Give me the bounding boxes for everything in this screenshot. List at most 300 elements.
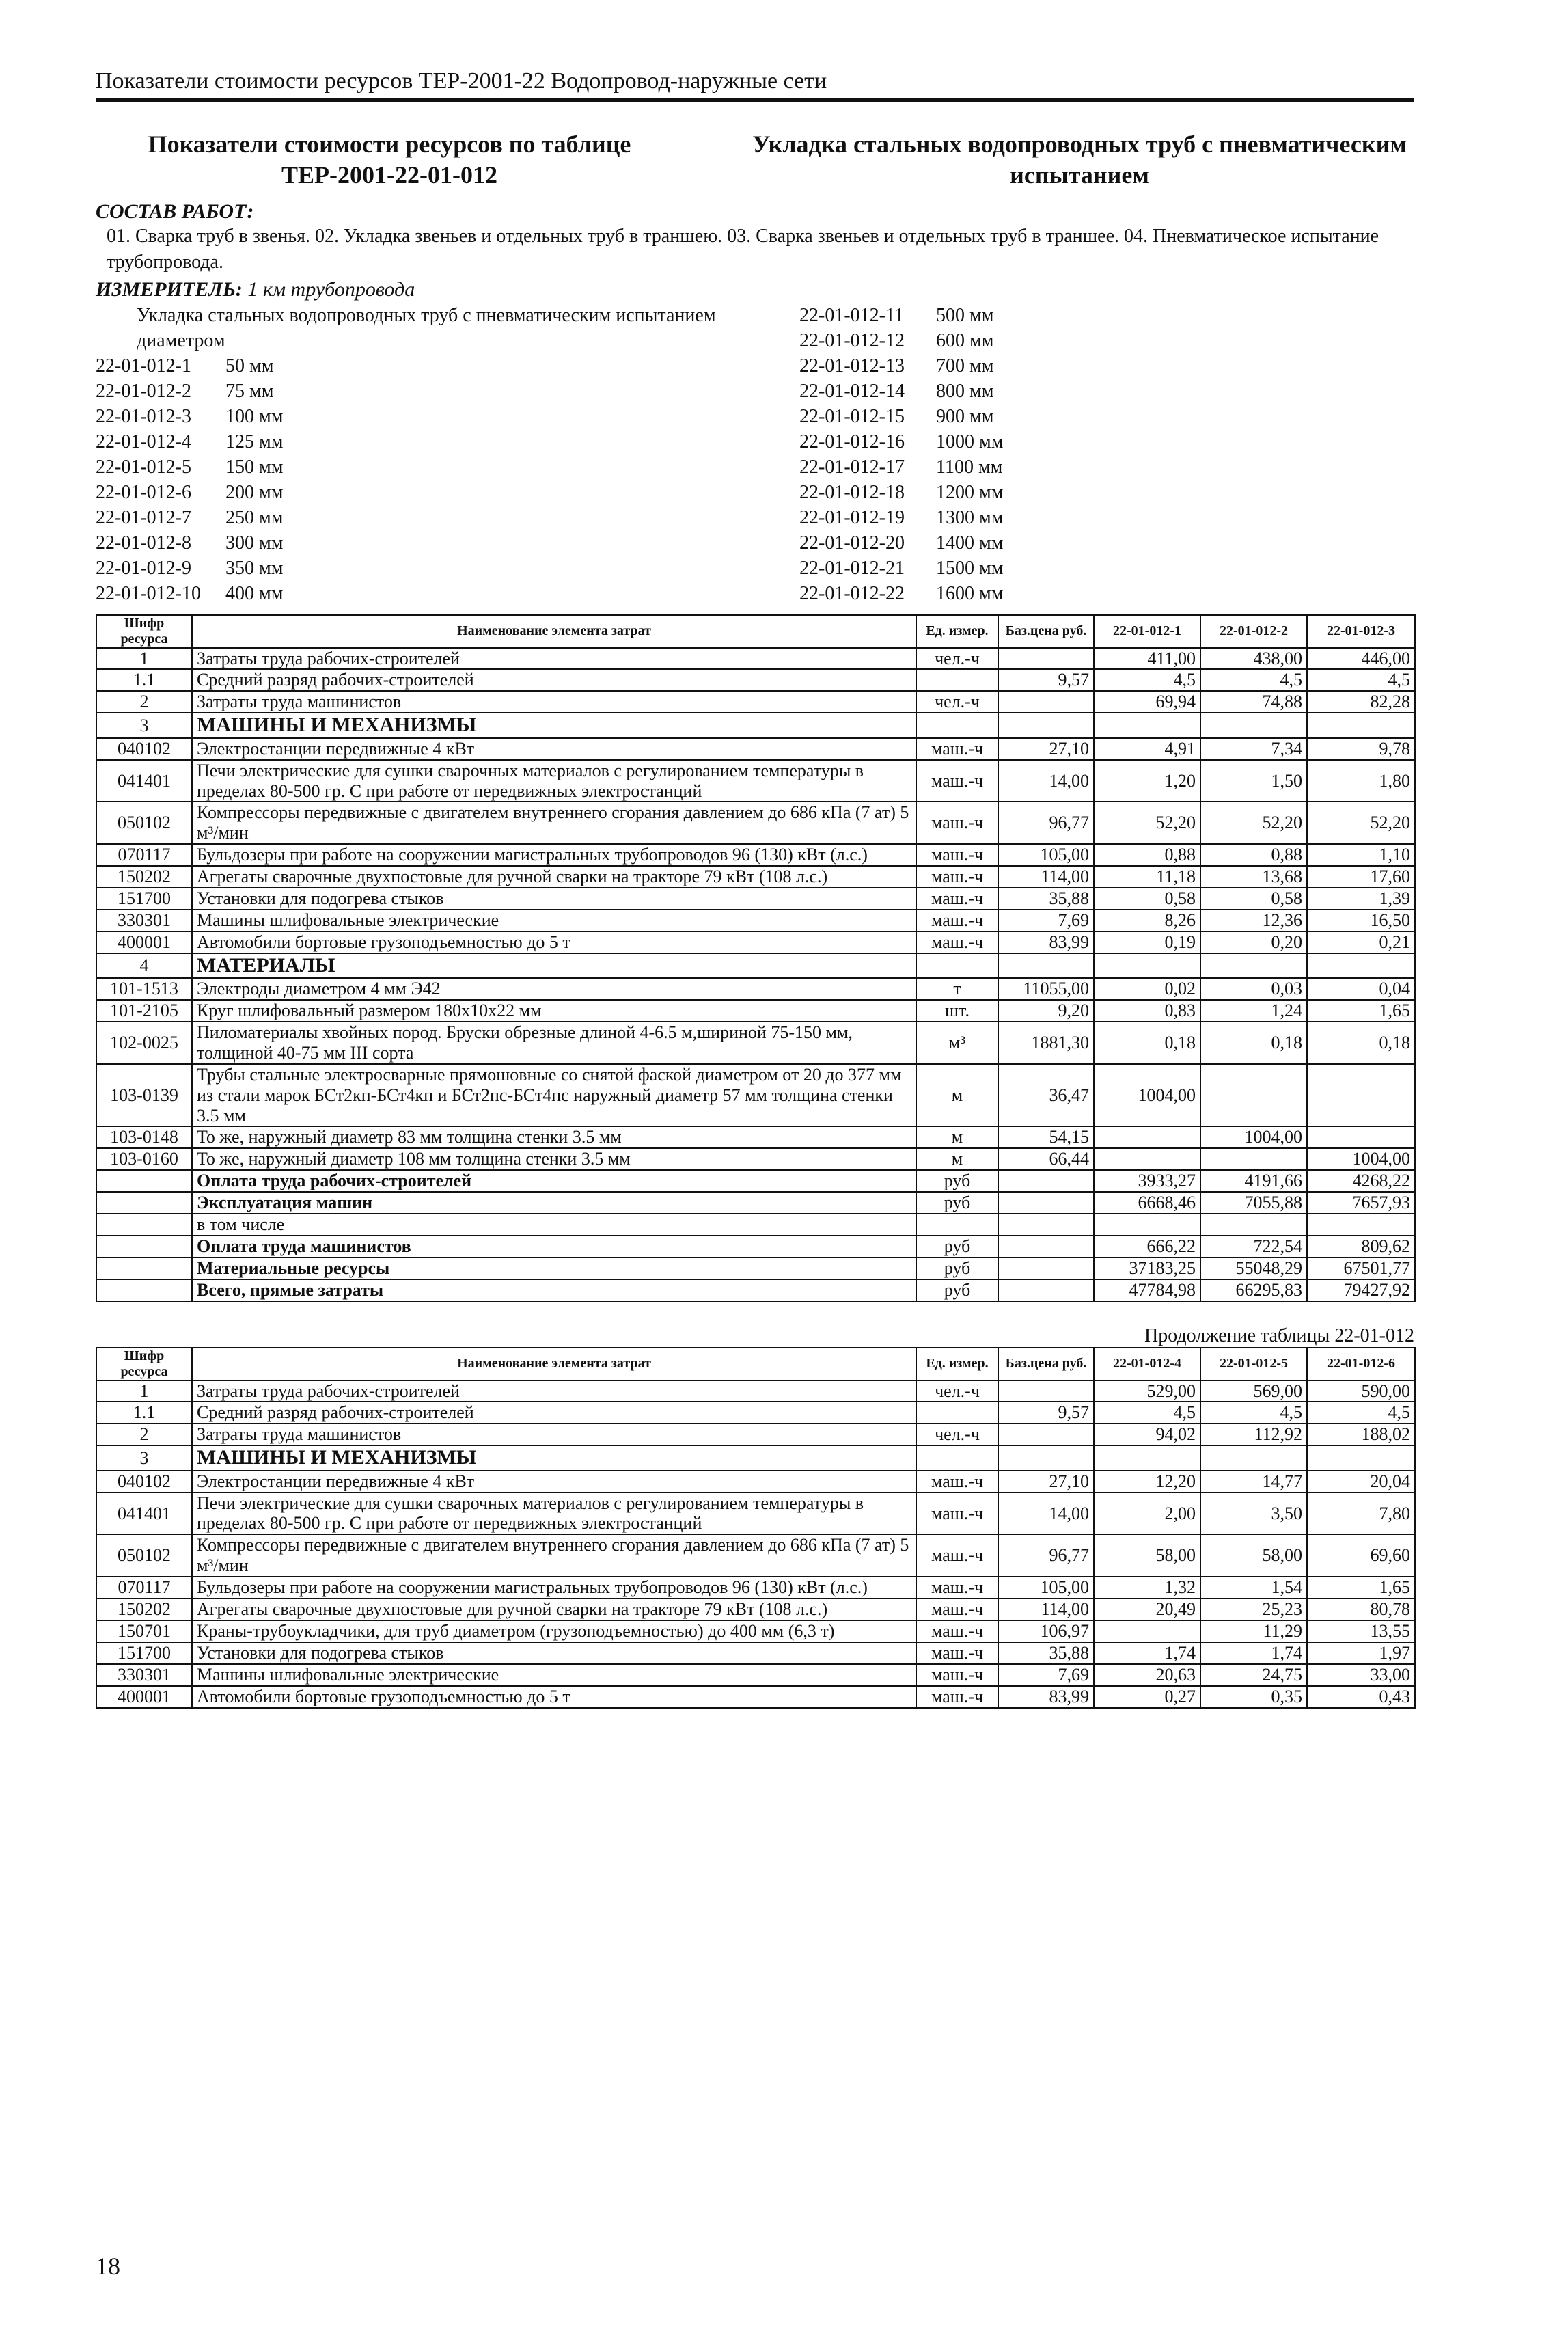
value-cell: 47784,98 bbox=[1094, 1279, 1200, 1301]
cost-element-cell: в том числе bbox=[192, 1214, 916, 1236]
code-item-code: 22-01-012-5 bbox=[96, 456, 191, 478]
meter-label: ИЗМЕРИТЕЛЬ: bbox=[96, 277, 243, 301]
base-price-cell: 9,57 bbox=[998, 1402, 1094, 1424]
value-cell: 0,02 bbox=[1094, 978, 1200, 1000]
table-row bbox=[96, 1064, 1415, 1127]
code-item-code: 22-01-012-18 bbox=[799, 481, 905, 503]
title-right: Укладка стальных водопроводных труб с пневматическим испытанием bbox=[752, 131, 1407, 189]
unit-cell: маш.-ч bbox=[916, 1598, 998, 1620]
value-cell: 188,02 bbox=[1307, 1424, 1415, 1445]
value-cell: 79427,92 bbox=[1307, 1279, 1415, 1301]
table-row bbox=[96, 738, 1415, 760]
value-cell: 58,00 bbox=[1200, 1534, 1307, 1577]
table-row bbox=[96, 1424, 1415, 1445]
code-item-diameter: 400 мм bbox=[225, 582, 284, 604]
resource-code-cell: 050102 bbox=[96, 802, 192, 844]
unit-cell: т bbox=[916, 978, 998, 1000]
unit-cell: маш.-ч bbox=[916, 844, 998, 866]
value-cell: 6668,46 bbox=[1094, 1192, 1200, 1214]
base-price-cell bbox=[998, 1214, 1094, 1236]
cost-element-cell: Затраты труда машинистов bbox=[192, 691, 916, 713]
unit-cell: маш.-ч bbox=[916, 1534, 998, 1577]
unit-cell bbox=[916, 1402, 998, 1424]
base-price-cell: 83,99 bbox=[998, 931, 1094, 953]
base-price-cell: 106,97 bbox=[998, 1620, 1094, 1642]
base-price-cell: 9,20 bbox=[998, 1000, 1094, 1022]
code-item bbox=[799, 379, 1073, 404]
column-header: Баз.цена руб. bbox=[998, 1348, 1094, 1380]
code-item bbox=[799, 581, 1073, 606]
value-cell: 8,26 bbox=[1094, 910, 1200, 931]
code-item-code: 22-01-012-14 bbox=[799, 380, 905, 402]
code-item-code: 22-01-012-4 bbox=[96, 431, 191, 452]
value-cell bbox=[1094, 1126, 1200, 1148]
column-header: 22-01-012-6 bbox=[1307, 1348, 1415, 1380]
value-cell bbox=[1200, 1064, 1307, 1127]
value-cell: 7,34 bbox=[1200, 738, 1307, 760]
code-item-diameter: 125 мм bbox=[225, 431, 284, 452]
table-row bbox=[96, 1445, 1415, 1471]
cost-element-cell: Электроды диаметром 4 мм Э42 bbox=[192, 978, 916, 1000]
resource-code-cell: 330301 bbox=[96, 1664, 192, 1686]
value-cell: 4,5 bbox=[1094, 1402, 1200, 1424]
table-row bbox=[96, 1192, 1415, 1214]
unit-cell: маш.-ч bbox=[916, 1686, 998, 1708]
value-cell: 0,19 bbox=[1094, 931, 1200, 953]
resource-code-cell: 400001 bbox=[96, 931, 192, 953]
code-item bbox=[799, 353, 1073, 379]
code-item-diameter: 200 мм bbox=[225, 481, 284, 503]
code-item bbox=[799, 556, 1073, 581]
base-price-cell: 9,57 bbox=[998, 669, 1094, 691]
column-header: Шифр ресурса bbox=[96, 615, 192, 648]
value-cell: 7657,93 bbox=[1307, 1192, 1415, 1214]
table-row bbox=[96, 1000, 1415, 1022]
resource-code-cell: 150701 bbox=[96, 1620, 192, 1642]
cost-element-cell: Затраты труда рабочих-строителей bbox=[192, 1380, 916, 1402]
code-item-diameter: 50 мм bbox=[225, 355, 274, 377]
resource-code-cell bbox=[96, 1279, 192, 1301]
value-cell: 1,54 bbox=[1200, 1577, 1307, 1598]
base-price-cell: 96,77 bbox=[998, 802, 1094, 844]
title-left: Показатели стоимости ресурсов по таблице ТЕР-2001-22-01-012 bbox=[148, 131, 631, 189]
cost-element-cell: Электростанции передвижные 4 кВт bbox=[192, 1471, 916, 1493]
column-header: 22-01-012-3 bbox=[1307, 615, 1415, 648]
code-item-diameter: 250 мм bbox=[225, 506, 284, 528]
base-price-cell: 66,44 bbox=[998, 1148, 1094, 1170]
unit-cell: руб bbox=[916, 1257, 998, 1279]
running-head: Показатели стоимости ресурсов ТЕР-2001-22 Водопровод-наружные сети bbox=[96, 68, 1414, 102]
table-row bbox=[96, 1022, 1415, 1064]
code-item-diameter: 75 мм bbox=[225, 380, 274, 402]
value-cell: 52,20 bbox=[1307, 802, 1415, 844]
table-row bbox=[96, 1642, 1415, 1664]
code-item-code: 22-01-012-9 bbox=[96, 557, 191, 579]
unit-cell: м bbox=[916, 1126, 998, 1148]
code-item-code: 22-01-012-11 bbox=[799, 304, 904, 326]
table-row bbox=[96, 1598, 1415, 1620]
title-block bbox=[96, 129, 1414, 191]
value-cell: 809,62 bbox=[1307, 1236, 1415, 1257]
code-list-right bbox=[799, 303, 1073, 606]
code-item bbox=[799, 480, 1073, 505]
cost-element-cell: То же, наружный диаметр 108 мм толщина стенки 3.5 мм bbox=[192, 1148, 916, 1170]
cost-element-cell: Оплата труда машинистов bbox=[192, 1236, 916, 1257]
resource-code-cell: 070117 bbox=[96, 1577, 192, 1598]
code-item-code: 22-01-012-8 bbox=[96, 532, 191, 554]
column-header: 22-01-012-5 bbox=[1200, 1348, 1307, 1380]
code-item-code: 22-01-012-6 bbox=[96, 481, 191, 503]
value-cell bbox=[1200, 1214, 1307, 1236]
resource-code-cell: 050102 bbox=[96, 1534, 192, 1577]
resource-code-cell: 400001 bbox=[96, 1686, 192, 1708]
cost-table-2 bbox=[96, 1347, 1416, 1709]
meter-line bbox=[96, 278, 1414, 301]
unit-cell: м³ bbox=[916, 1022, 998, 1064]
value-cell: 94,02 bbox=[1094, 1424, 1200, 1445]
base-price-cell: 54,15 bbox=[998, 1126, 1094, 1148]
table-row bbox=[96, 1577, 1415, 1598]
value-cell: 1004,00 bbox=[1094, 1064, 1200, 1127]
resource-code-cell bbox=[96, 1214, 192, 1236]
value-cell: 9,78 bbox=[1307, 738, 1415, 760]
value-cell: 80,78 bbox=[1307, 1598, 1415, 1620]
value-cell: 25,23 bbox=[1200, 1598, 1307, 1620]
resource-code-cell: 150202 bbox=[96, 866, 192, 888]
value-cell: 20,49 bbox=[1094, 1598, 1200, 1620]
code-item bbox=[799, 303, 1073, 328]
cost-element-cell: Автомобили бортовые грузоподъемностью до 5 т bbox=[192, 1686, 916, 1708]
resource-code-cell: 150202 bbox=[96, 1598, 192, 1620]
resource-code-cell: 101-1513 bbox=[96, 978, 192, 1000]
cost-element-cell: Материальные ресурсы bbox=[192, 1257, 916, 1279]
unit-cell: руб bbox=[916, 1279, 998, 1301]
value-cell: 4,5 bbox=[1200, 669, 1307, 691]
table-row bbox=[96, 1214, 1415, 1236]
cost-element-cell: Затраты труда рабочих-строителей bbox=[192, 648, 916, 670]
unit-cell: руб bbox=[916, 1236, 998, 1257]
code-item-diameter: 300 мм bbox=[225, 532, 284, 554]
code-item bbox=[799, 429, 1073, 454]
value-cell bbox=[1200, 953, 1307, 979]
base-price-cell: 35,88 bbox=[998, 888, 1094, 910]
table-row bbox=[96, 802, 1415, 844]
unit-cell: руб bbox=[916, 1192, 998, 1214]
value-cell: 0,18 bbox=[1307, 1022, 1415, 1064]
code-item-code: 22-01-012-10 bbox=[96, 582, 201, 604]
cost-element-cell: Печи электрические для сушки сварочных материалов с регулированием температуры в пределах 80-500 гр. С при работе от передвижных электростанций bbox=[192, 1493, 916, 1535]
unit-cell: маш.-ч bbox=[916, 760, 998, 802]
table-row bbox=[96, 844, 1415, 866]
code-item-code: 22-01-012-21 bbox=[799, 557, 905, 579]
code-item-diameter: 500 мм bbox=[936, 304, 994, 326]
table-row bbox=[96, 978, 1415, 1000]
code-item bbox=[96, 505, 799, 530]
value-cell: 666,22 bbox=[1094, 1236, 1200, 1257]
unit-cell: маш.-ч bbox=[916, 910, 998, 931]
table-row bbox=[96, 648, 1415, 670]
code-item bbox=[96, 454, 799, 480]
base-price-cell: 83,99 bbox=[998, 1686, 1094, 1708]
cost-element-cell: Агрегаты сварочные двухпостовые для ручной сварки на тракторе 79 кВт (108 л.с.) bbox=[192, 866, 916, 888]
value-cell: 1,10 bbox=[1307, 844, 1415, 866]
unit-cell: чел.-ч bbox=[916, 691, 998, 713]
code-list-intro: Укладка стальных водопроводных труб с пневматическим испытанием диаметром bbox=[137, 304, 716, 351]
cost-element-cell: Средний разряд рабочих-строителей bbox=[192, 669, 916, 691]
cost-element-cell: Затраты труда машинистов bbox=[192, 1424, 916, 1445]
value-cell bbox=[1200, 1148, 1307, 1170]
cost-element-cell: Трубы стальные электросварные прямошовные со снятой фаской диаметром от 20 до 377 мм из стали марок БСт2кп-БСт4кп и БСт2пс-БСт4пс наружный диаметр 57 мм толщина стенки 3.5 мм bbox=[192, 1064, 916, 1127]
unit-cell: маш.-ч bbox=[916, 802, 998, 844]
resource-code-cell: 4 bbox=[96, 953, 192, 979]
resource-code-cell: 3 bbox=[96, 1445, 192, 1471]
unit-cell bbox=[916, 953, 998, 979]
base-price-cell bbox=[998, 648, 1094, 670]
cost-element-cell: Машины шлифовальные электрические bbox=[192, 910, 916, 931]
value-cell: 2,00 bbox=[1094, 1493, 1200, 1535]
table-row bbox=[96, 1471, 1415, 1493]
table-row bbox=[96, 1126, 1415, 1148]
code-item-code: 22-01-012-1 bbox=[96, 355, 191, 377]
base-price-cell: 114,00 bbox=[998, 1598, 1094, 1620]
unit-cell: маш.-ч bbox=[916, 1664, 998, 1686]
unit-cell: чел.-ч bbox=[916, 648, 998, 670]
cost-element-cell: Электростанции передвижные 4 кВт bbox=[192, 738, 916, 760]
value-cell: 17,60 bbox=[1307, 866, 1415, 888]
works-label: СОСТАВ РАБОТ: bbox=[96, 200, 254, 223]
value-cell: 13,55 bbox=[1307, 1620, 1415, 1642]
base-price-cell bbox=[998, 1257, 1094, 1279]
unit-cell bbox=[916, 713, 998, 738]
value-cell: 37183,25 bbox=[1094, 1257, 1200, 1279]
table-row bbox=[96, 1493, 1415, 1535]
value-cell: 1,39 bbox=[1307, 888, 1415, 910]
base-price-cell: 14,00 bbox=[998, 760, 1094, 802]
base-price-cell: 96,77 bbox=[998, 1534, 1094, 1577]
value-cell: 0,20 bbox=[1200, 931, 1307, 953]
code-item-diameter: 1600 мм bbox=[936, 582, 1004, 604]
code-item-diameter: 1200 мм bbox=[936, 481, 1004, 503]
code-item bbox=[799, 404, 1073, 429]
cost-element-cell: Пиломатериалы хвойных пород. Бруски обрезные длиной 4-6.5 м,шириной 75-150 мм, толщиной 40-75 мм III сорта bbox=[192, 1022, 916, 1064]
cost-element-cell: Машины шлифовальные электрические bbox=[192, 1664, 916, 1686]
code-item-diameter: 800 мм bbox=[936, 380, 994, 402]
value-cell bbox=[1307, 953, 1415, 979]
cost-element-cell: Эксплуатация машин bbox=[192, 1192, 916, 1214]
value-cell: 7,80 bbox=[1307, 1493, 1415, 1535]
value-cell: 0,58 bbox=[1094, 888, 1200, 910]
resource-code-cell: 151700 bbox=[96, 1642, 192, 1664]
cost-element-cell: Всего, прямые затраты bbox=[192, 1279, 916, 1301]
code-item-diameter: 1000 мм bbox=[936, 431, 1004, 452]
value-cell: 1,97 bbox=[1307, 1642, 1415, 1664]
code-item-diameter: 700 мм bbox=[936, 355, 994, 377]
resource-code-cell: 3 bbox=[96, 713, 192, 738]
table-row bbox=[96, 1279, 1415, 1301]
base-price-cell bbox=[998, 713, 1094, 738]
value-cell: 1,65 bbox=[1307, 1000, 1415, 1022]
value-cell: 1,74 bbox=[1200, 1642, 1307, 1664]
unit-cell bbox=[916, 669, 998, 691]
code-item-code: 22-01-012-16 bbox=[799, 431, 905, 452]
value-cell: 12,36 bbox=[1200, 910, 1307, 931]
table-row bbox=[96, 888, 1415, 910]
table-row bbox=[96, 1236, 1415, 1257]
base-price-cell: 1881,30 bbox=[998, 1022, 1094, 1064]
value-cell: 1,65 bbox=[1307, 1577, 1415, 1598]
unit-cell: маш.-ч bbox=[916, 1620, 998, 1642]
resource-code-cell: 2 bbox=[96, 1424, 192, 1445]
resource-code-cell: 102-0025 bbox=[96, 1022, 192, 1064]
cost-table-1 bbox=[96, 614, 1416, 1302]
code-item-diameter: 1100 мм bbox=[936, 456, 1003, 478]
cost-element-cell: МАШИНЫ И МЕХАНИЗМЫ bbox=[192, 713, 916, 738]
value-cell: 11,29 bbox=[1200, 1620, 1307, 1642]
resource-code-cell: 330301 bbox=[96, 910, 192, 931]
value-cell: 411,00 bbox=[1094, 648, 1200, 670]
value-cell: 0,18 bbox=[1200, 1022, 1307, 1064]
value-cell: 0,83 bbox=[1094, 1000, 1200, 1022]
unit-cell: маш.-ч bbox=[916, 1642, 998, 1664]
value-cell: 4,5 bbox=[1307, 669, 1415, 691]
cost-element-cell: Компрессоры передвижные с двигателем внутреннего сгорания давлением до 686 кПа (7 ат) 5 м³/мин bbox=[192, 802, 916, 844]
code-item bbox=[799, 505, 1073, 530]
unit-cell: чел.-ч bbox=[916, 1380, 998, 1402]
table-row bbox=[96, 931, 1415, 953]
resource-code-cell: 2 bbox=[96, 691, 192, 713]
unit-cell: маш.-ч bbox=[916, 1493, 998, 1535]
value-cell: 446,00 bbox=[1307, 648, 1415, 670]
base-price-cell: 7,69 bbox=[998, 910, 1094, 931]
base-price-cell: 105,00 bbox=[998, 844, 1094, 866]
table-row bbox=[96, 1402, 1415, 1424]
value-cell: 7055,88 bbox=[1200, 1192, 1307, 1214]
value-cell: 3933,27 bbox=[1094, 1170, 1200, 1192]
cost-element-cell: Агрегаты сварочные двухпостовые для ручной сварки на тракторе 79 кВт (108 л.с.) bbox=[192, 1598, 916, 1620]
value-cell: 112,92 bbox=[1200, 1424, 1307, 1445]
value-cell: 0,58 bbox=[1200, 888, 1307, 910]
resource-code-cell: 103-0148 bbox=[96, 1126, 192, 1148]
value-cell: 12,20 bbox=[1094, 1471, 1200, 1493]
base-price-cell bbox=[998, 1445, 1094, 1471]
code-list bbox=[96, 303, 1414, 606]
unit-cell: маш.-ч bbox=[916, 1471, 998, 1493]
code-item bbox=[96, 530, 799, 556]
resource-code-cell: 070117 bbox=[96, 844, 192, 866]
value-cell: 0,04 bbox=[1307, 978, 1415, 1000]
column-header: 22-01-012-4 bbox=[1094, 1348, 1200, 1380]
base-price-cell: 7,69 bbox=[998, 1664, 1094, 1686]
code-item-code: 22-01-012-7 bbox=[96, 506, 191, 528]
column-header: 22-01-012-1 bbox=[1094, 615, 1200, 648]
cost-element-cell: Круг шлифовальный размером 180x10x22 мм bbox=[192, 1000, 916, 1022]
value-cell: 1,24 bbox=[1200, 1000, 1307, 1022]
code-item-diameter: 600 мм bbox=[936, 329, 994, 351]
table-row bbox=[96, 713, 1415, 738]
value-cell bbox=[1094, 953, 1200, 979]
code-item-code: 22-01-012-2 bbox=[96, 380, 191, 402]
code-item bbox=[96, 581, 799, 606]
column-header: Баз.цена руб. bbox=[998, 615, 1094, 648]
value-cell bbox=[1307, 1126, 1415, 1148]
resource-code-cell: 1.1 bbox=[96, 669, 192, 691]
value-cell: 0,03 bbox=[1200, 978, 1307, 1000]
unit-cell bbox=[916, 1214, 998, 1236]
unit-cell: маш.-ч bbox=[916, 1577, 998, 1598]
code-item-code: 22-01-012-19 bbox=[799, 506, 905, 528]
unit-cell: шт. bbox=[916, 1000, 998, 1022]
resource-code-cell: 1 bbox=[96, 1380, 192, 1402]
cost-element-cell: То же, наружный диаметр 83 мм толщина стенки 3.5 мм bbox=[192, 1126, 916, 1148]
resource-code-cell: 103-0139 bbox=[96, 1064, 192, 1127]
value-cell bbox=[1200, 1445, 1307, 1471]
base-price-cell: 114,00 bbox=[998, 866, 1094, 888]
table-row bbox=[96, 1148, 1415, 1170]
cost-element-cell: Оплата труда рабочих-строителей bbox=[192, 1170, 916, 1192]
code-item-diameter: 1400 мм bbox=[936, 532, 1004, 554]
code-item-code: 22-01-012-20 bbox=[799, 532, 905, 554]
value-cell: 74,88 bbox=[1200, 691, 1307, 713]
column-header: 22-01-012-2 bbox=[1200, 615, 1307, 648]
value-cell bbox=[1307, 1064, 1415, 1127]
value-cell: 69,94 bbox=[1094, 691, 1200, 713]
value-cell: 4191,66 bbox=[1200, 1170, 1307, 1192]
table-row bbox=[96, 1170, 1415, 1192]
table-row bbox=[96, 1620, 1415, 1642]
resource-code-cell: 1.1 bbox=[96, 1402, 192, 1424]
table-row bbox=[96, 1380, 1415, 1402]
unit-cell: маш.-ч bbox=[916, 931, 998, 953]
column-header: Шифр ресурса bbox=[96, 1348, 192, 1380]
resource-code-cell: 1 bbox=[96, 648, 192, 670]
unit-cell: маш.-ч bbox=[916, 866, 998, 888]
code-item-code: 22-01-012-12 bbox=[799, 329, 905, 351]
value-cell bbox=[1307, 713, 1415, 738]
value-cell bbox=[1200, 713, 1307, 738]
base-price-cell bbox=[998, 1424, 1094, 1445]
base-price-cell: 11055,00 bbox=[998, 978, 1094, 1000]
value-cell: 4,5 bbox=[1200, 1402, 1307, 1424]
value-cell: 569,00 bbox=[1200, 1380, 1307, 1402]
base-price-cell bbox=[998, 1380, 1094, 1402]
value-cell: 1004,00 bbox=[1307, 1148, 1415, 1170]
value-cell: 0,35 bbox=[1200, 1686, 1307, 1708]
resource-code-cell: 041401 bbox=[96, 1493, 192, 1535]
value-cell bbox=[1094, 1620, 1200, 1642]
value-cell bbox=[1094, 1445, 1200, 1471]
code-item-code: 22-01-012-22 bbox=[799, 582, 905, 604]
code-item bbox=[96, 556, 799, 581]
value-cell: 590,00 bbox=[1307, 1380, 1415, 1402]
base-price-cell: 35,88 bbox=[998, 1642, 1094, 1664]
base-price-cell: 27,10 bbox=[998, 738, 1094, 760]
cost-element-cell: Печи электрические для сушки сварочных материалов с регулированием температуры в пределах 80-500 гр. С при работе от передвижных электростанций bbox=[192, 760, 916, 802]
column-header: Ед. измер. bbox=[916, 615, 998, 648]
value-cell: 69,60 bbox=[1307, 1534, 1415, 1577]
value-cell: 13,68 bbox=[1200, 866, 1307, 888]
cost-element-cell: Краны-трубоукладчики, для труб диаметром (грузоподъемностью) до 400 мм (6,3 т) bbox=[192, 1620, 916, 1642]
value-cell: 55048,29 bbox=[1200, 1257, 1307, 1279]
value-cell: 24,75 bbox=[1200, 1664, 1307, 1686]
value-cell: 0,88 bbox=[1200, 844, 1307, 866]
code-item-diameter: 100 мм bbox=[225, 405, 284, 427]
code-item bbox=[96, 404, 799, 429]
meter-value: 1 км трубопровода bbox=[247, 277, 415, 301]
column-header: Ед. измер. bbox=[916, 1348, 998, 1380]
code-item-diameter: 1500 мм bbox=[936, 557, 1004, 579]
value-cell: 0,88 bbox=[1094, 844, 1200, 866]
cost-element-cell: Установки для подогрева стыков bbox=[192, 888, 916, 910]
